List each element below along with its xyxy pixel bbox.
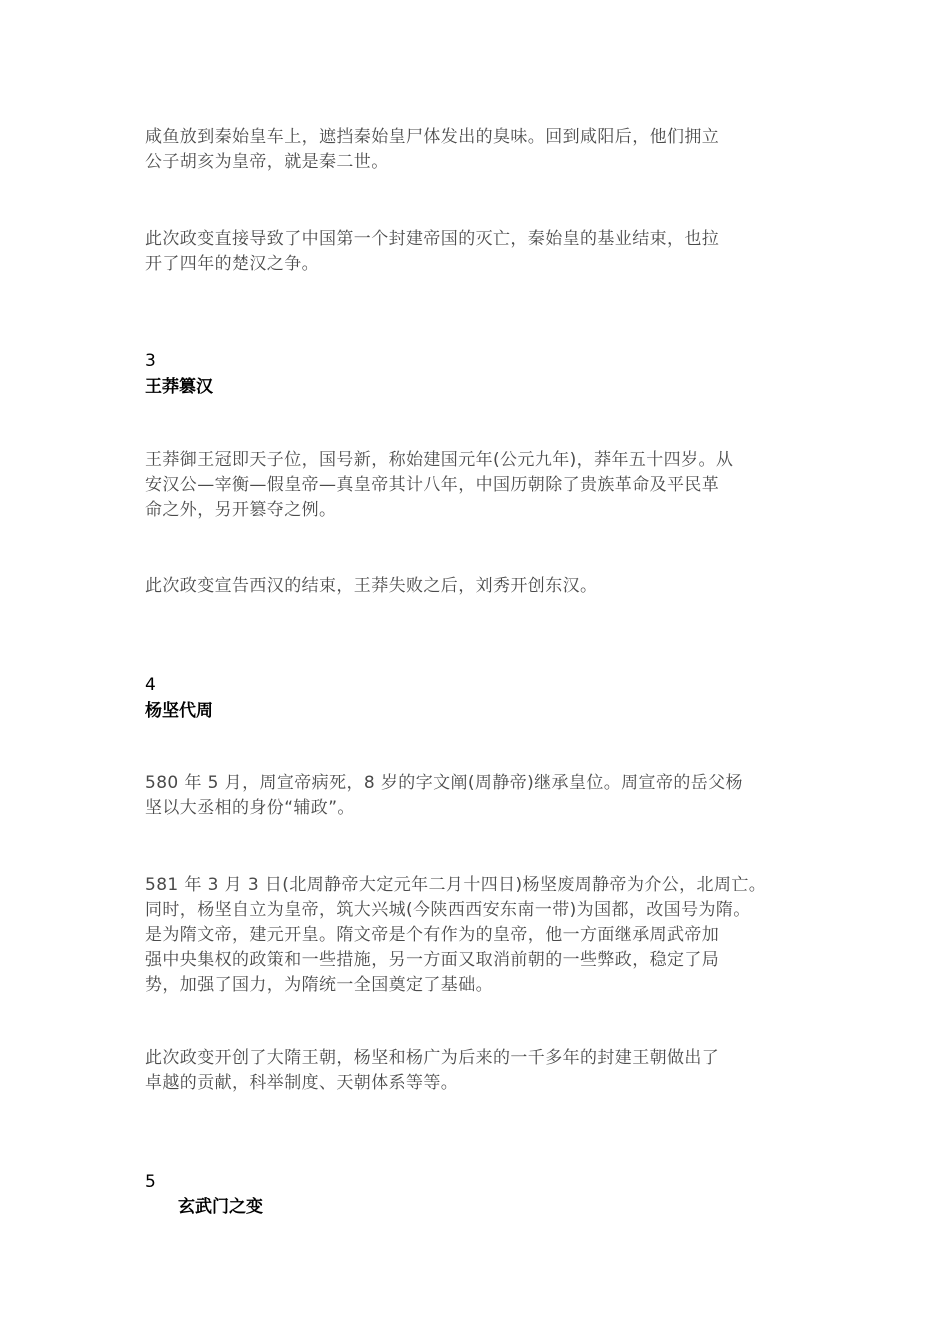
- paragraph-line: 此次政变直接导致了中国第一个封建帝国的灭亡，秦始皇的基业结束，也拉: [145, 229, 720, 249]
- paragraph-line: 581 年 3 月 3 日(北周静帝大定元年二月十四日)杨坚废周静帝为介公，北周亡。: [145, 875, 767, 895]
- paragraph-line: 同时，杨坚自立为皇帝，筑大兴城(今陕西西安东南一带)为国都，改国号为隋。: [145, 900, 751, 920]
- paragraph-line: 咸鱼放到秦始皇车上，遮挡秦始皇尸体发出的臭味。回到咸阳后，他们拥立: [145, 127, 720, 147]
- paragraph-line: 势，加强了国力，为隋统一全国奠定了基础。: [145, 975, 493, 995]
- paragraph: [145, 227, 835, 277]
- paragraph: [145, 873, 835, 998]
- section-title: 玄武门之变: [178, 1197, 263, 1217]
- paragraph-line: 开了四年的楚汉之争。: [145, 254, 319, 274]
- section-number: 4: [145, 675, 156, 695]
- paragraph-line: 580 年 5 月，周宣帝病死，8 岁的字文阐(周静帝)继承皇位。周宣帝的岳父杨: [145, 773, 743, 793]
- paragraph-line: 公子胡亥为皇帝，就是秦二世。: [145, 152, 389, 172]
- section-title: 王莽篡汉: [145, 377, 213, 397]
- paragraph: [145, 574, 835, 599]
- paragraph-line: 坚以大丞相的身份“辅政”。: [145, 798, 355, 818]
- paragraph-line: 王莽御王冠即天子位，国号新，称始建国元年(公元九年)，莽年五十四岁。从: [145, 450, 734, 470]
- paragraph: [145, 771, 835, 821]
- paragraph-line: 强中央集权的政策和一些措施，另一方面又取消前朝的一些弊政，稳定了局: [145, 950, 720, 970]
- paragraph: [145, 125, 835, 175]
- section-title: 杨坚代周: [145, 701, 213, 721]
- paragraph-line: 是为隋文帝，建元开皇。隋文帝是个有作为的皇帝，他一方面继承周武帝加: [145, 925, 720, 945]
- section-number: 3: [145, 351, 156, 371]
- paragraph-line: 安汉公—宰衡—假皇帝—真皇帝其计八年，中国历朝除了贵族革命及平民革: [145, 475, 720, 495]
- section-number: 5: [145, 1172, 156, 1192]
- paragraph-line: 卓越的贡献，科举制度、天朝体系等等。: [145, 1073, 459, 1093]
- paragraph: [145, 1046, 835, 1096]
- paragraph-line: 此次政变宣告西汉的结束，王莽失败之后，刘秀开创东汉。: [145, 576, 598, 596]
- paragraph-line: 此次政变开创了大隋王朝，杨坚和杨广为后来的一千多年的封建王朝做出了: [145, 1048, 720, 1068]
- paragraph-line: 命之外，另开篡夺之例。: [145, 500, 337, 520]
- paragraph: [145, 448, 835, 523]
